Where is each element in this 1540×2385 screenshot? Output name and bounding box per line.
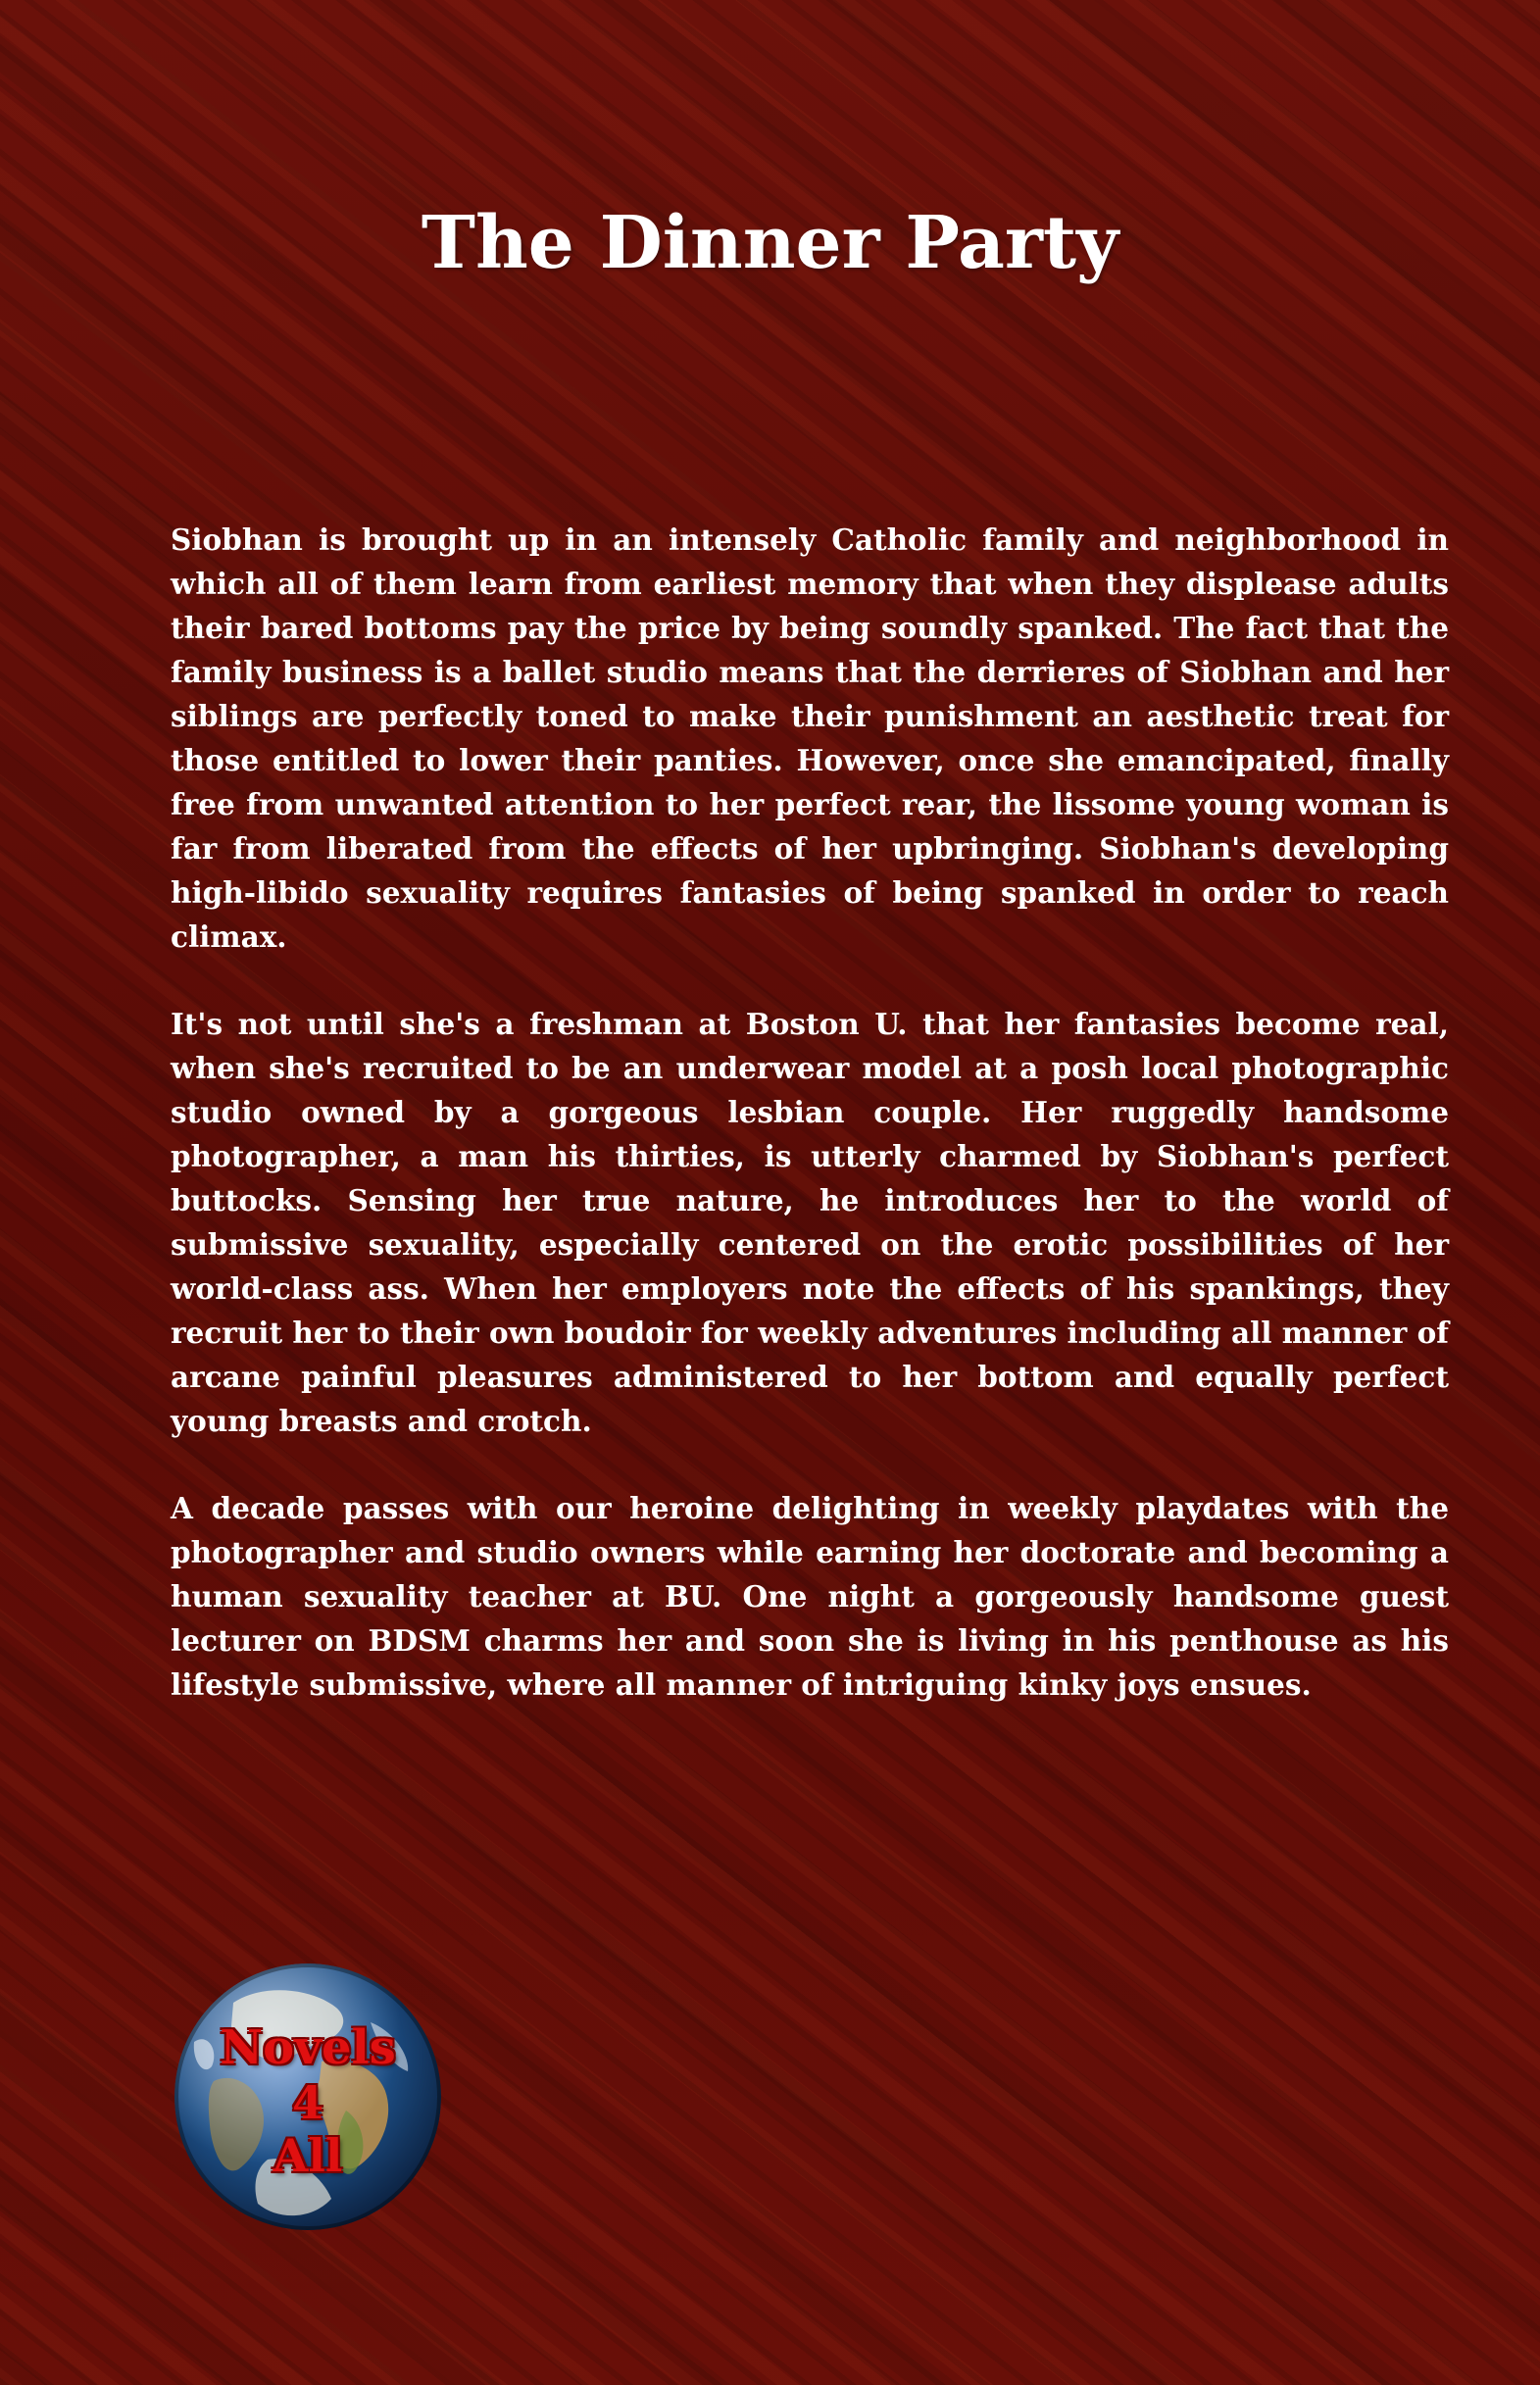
book-title: The Dinner Party [421,201,1119,285]
blurb [171,518,1449,1750]
blurb-paragraph-2: It's not until she's a freshman at Boston U. that her fantasies become real, when she's recruited to be an underwear model at a posh local photographic studio owned by a gorgeous lesbian couple. Her ruggedly handsome photographer, a man his thirties, is utterly charmed by Siobhan's perfect buttocks. Sensing her true nature, he introduces her to the world of submissive sexuality, especially centered on the erotic possibilities of her world-class ass. When her employers note the effects of his spankings, they recruit her to their own boudoir for weekly adventures including all manner of arcane painful pleasures administered to her bottom and equally perfect young breasts and crotch. [171,1007,1449,1438]
logo-text-line1: Novels [220,2020,396,2075]
blurb-paragraph-1: Siobhan is brought up in an intensely Catholic family and neighborhood in which all of them learn from earliest memory that when they displease adults their bared bottoms pay the price by being soundly spanked. The fact that the family business is a ballet studio means that the derrieres of Siobhan and her siblings are perfectly toned to make their punishment an aesthetic treat for those entitled to lower their panties. However, once she emancipated, finally free from unwanted attention to her perfect rear, the lissome young woman is far from liberated from the effects of her upbringing. Siobhan's developing high-libido sexuality requires fantasies of being spanked in order to reach climax. [171,522,1449,954]
logo-text-line2: 4 [291,2076,323,2129]
blurb-paragraph-3: A decade passes with our heroine delighting in weekly playdates with the photographer and studio owners while earning her doctorate and becoming a human sexuality teacher at BU. One night a gorgeously handsome guest lecturer on BDSM charms her and soon she is living in his penthouse as his lifestyle submissive, where all manner of intriguing kinky joys ensues. [171,1491,1449,1702]
publisher-logo [174,1963,441,2230]
logo-text-line3: All [273,2129,343,2182]
